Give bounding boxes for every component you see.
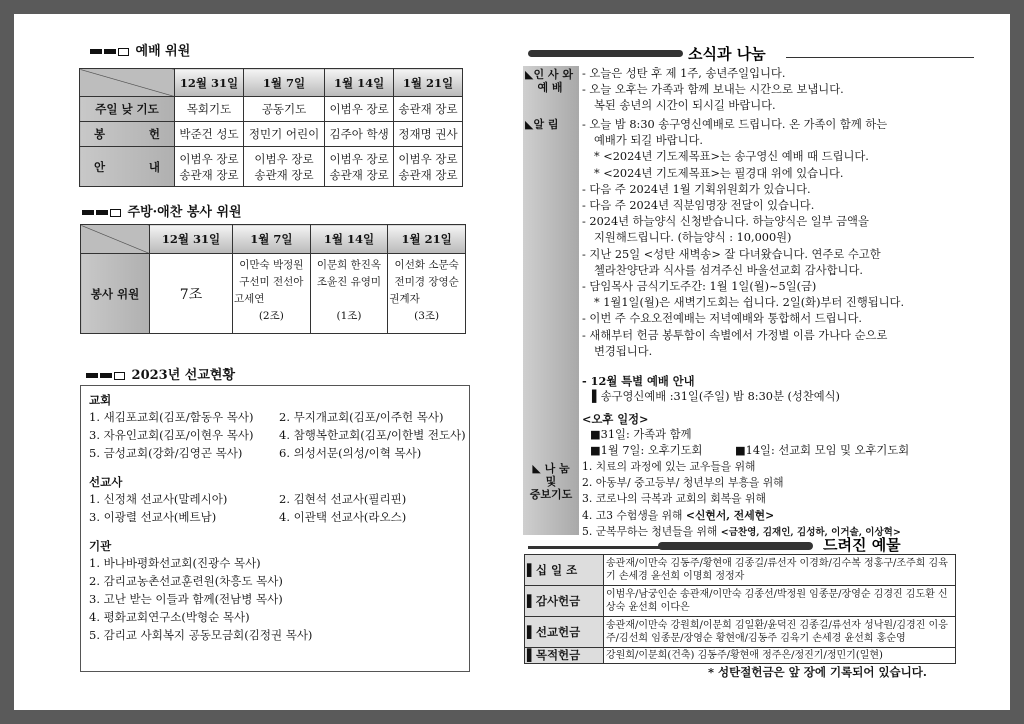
- cell-line: 송관재 장로: [179, 167, 239, 182]
- missionary-item: 1. 신정채 선교사(말레시아): [89, 492, 228, 506]
- afternoon-item: ■14일: 선교회 모임 및 오후기도회: [735, 444, 910, 457]
- org-item: 4. 평화교회연구소(박형순 목사): [89, 610, 250, 624]
- square-bullet-icon: [82, 210, 94, 215]
- org-item: 2. 감리교농촌선교훈련원(차흥도 목사): [89, 574, 283, 588]
- cell-line: 이선화 소문숙: [394, 259, 459, 271]
- label-line: ◣인 사 와: [525, 68, 573, 81]
- church-item: 5. 금성교회(강화/김영곤 목사): [89, 446, 243, 460]
- group-label: (3조): [414, 310, 440, 322]
- news-line: - 다음 주 2024년 직분임명장 전달이 있습니다.: [582, 199, 815, 213]
- afternoon-item: ■31일: 가족과 함께: [590, 428, 692, 441]
- kitchen-committee-table: [80, 224, 466, 334]
- date-header: 1월 21일: [388, 225, 466, 254]
- prayer-item: 3. 코로나의 극복과 교회의 회복을 위해: [582, 492, 766, 506]
- heading-bar: [658, 542, 813, 550]
- prayer-text: 5. 군복무하는 청년들을 위해: [582, 524, 721, 538]
- missionary-item: 2. 김현석 선교사(필리핀): [279, 492, 407, 506]
- offering-footnote: * 성탄절헌금은 앞 장에 기록되어 있습니다.: [708, 665, 927, 679]
- cell-line: 권계자: [389, 293, 420, 305]
- gifts-title: 드려진 예물: [823, 536, 901, 554]
- offering-names: 송관재/이만숙 강원희/이문희 김일환/윤덕진 김종길/류선자 성낙원/김경진 이응주/김선희 임종문/장영순 황현애/김동주 김육기 손세경 윤선희 홍순영: [604, 617, 956, 648]
- mission-status-title: 2023년 선교현황: [131, 368, 236, 383]
- table-cell: 이범우 장로: [325, 97, 394, 122]
- cell-line: 고세연: [234, 293, 265, 305]
- news-line: * <2024년 기도제목표>는 송구영신 예배 때 드립니다.: [594, 150, 869, 164]
- label-welcome: [525, 68, 575, 94]
- church-item: 2. 무지개교회(김포/이주헌 목사): [279, 410, 444, 424]
- prayer-item: 2. 아동부/ 중고등부/ 청년부의 부흥을 위해: [582, 476, 784, 490]
- label-line: 중보기도: [529, 488, 573, 501]
- table-cell: [388, 254, 466, 334]
- cell-line: 송관재 장로: [398, 167, 458, 182]
- label-line: 및: [545, 475, 557, 488]
- prayer-text: 4. 고3 수험생을 위해: [582, 508, 686, 522]
- section-title: 선교사: [89, 475, 123, 489]
- table-cell: 김주아 학생: [325, 122, 394, 147]
- prayer-item: 1. 치료의 과정에 있는 교우들을 위해: [582, 460, 756, 473]
- prayer-names: <금찬영, 김재인, 김성하, 이거솔, 이상혁>: [720, 526, 901, 538]
- kitchen-committee-title: 주방·애찬 봉사 위원: [127, 205, 242, 220]
- gifts-heading: [528, 538, 974, 554]
- cell-line: 전미경 장영순: [394, 276, 459, 288]
- news-line: 복된 송년의 시간이 되시길 바랍니다.: [594, 99, 776, 113]
- table-cell: [175, 147, 244, 187]
- date-header: 1월 7일: [243, 69, 324, 97]
- list-item: [89, 508, 461, 526]
- row-label: 봉 헌: [80, 122, 175, 147]
- square-bullet-icon: [86, 373, 98, 378]
- news-line: - 담임목사 금식기도주간: 1월 1일(월)~5일(금): [582, 280, 817, 294]
- table-corner-cell: [81, 225, 150, 254]
- cell-line: 구선미 전선아: [239, 276, 304, 288]
- hollow-square-icon: [118, 48, 129, 56]
- date-header: 12월 31일: [150, 225, 233, 254]
- table-cell: 박준건 성도: [175, 122, 244, 147]
- prayer-names: <신현서, 전세현>: [685, 508, 775, 522]
- prayer-list: [582, 459, 901, 541]
- square-bullet-icon: [90, 49, 102, 54]
- square-bullet-icon: [96, 210, 108, 215]
- news-line: 변경됩니다.: [594, 344, 653, 358]
- news-line: - 지난 25일 <성탄 새벽송> 잘 다녀왔습니다. 연주로 수고한: [582, 247, 881, 261]
- cell-line: 이범우 장로: [398, 151, 458, 166]
- date-header: 1월 21일: [394, 69, 463, 97]
- cell-line: 이문희 한진옥: [316, 259, 382, 271]
- square-bullet-icon: [100, 373, 112, 378]
- afternoon-schedule-title: <오후 일정>: [582, 412, 649, 426]
- worship-committee-title: 예배 위원: [135, 44, 191, 59]
- table-cell: 정민기 어린이: [243, 122, 324, 147]
- news-line: 지원해드립니다. (하늘양식 : 10,000원): [594, 231, 792, 245]
- list-item: [89, 444, 461, 462]
- cell-line: 이범우 장로: [329, 151, 389, 166]
- table-cell: 정재명 권사: [394, 122, 463, 147]
- heading-rule: [528, 546, 678, 549]
- news-line: - 새해부터 헌금 봉투함이 속별에서 가정별 이름 가나다 순으로: [582, 328, 888, 342]
- org-item: 5. 감리교 사회복지 공동모금회(김정권 목사): [89, 628, 313, 642]
- offering-names: 이범우/남궁인순 송관재/이만숙 김종선/박정원 임종문/장영순 김경진 김도환 신상숙 윤선희 이다은: [604, 586, 956, 617]
- row-label: 안 내: [80, 147, 175, 187]
- section-title: 교회: [89, 393, 112, 407]
- church-item: 1. 새김포교회(김포/함동우 목사): [89, 410, 254, 424]
- list-item: [89, 408, 461, 426]
- cell-line: 이범우 장로: [179, 151, 239, 166]
- welcome-text: [582, 66, 844, 115]
- mission-status-heading: [86, 364, 235, 383]
- list-item: [89, 426, 466, 444]
- row-label: 주일 낮 기도: [80, 97, 175, 122]
- news-title: 소식과 나눔: [688, 45, 766, 63]
- prayer-item: [582, 508, 901, 524]
- news-line: - 다음 주 2024년 1월 기획위원회가 있습니다.: [582, 182, 811, 196]
- cell-line: 이만숙 박정원: [239, 259, 304, 271]
- label-line: ◣ 나 눔: [532, 462, 570, 475]
- offering-label: ▌선교헌금: [525, 617, 604, 648]
- table-cell: [233, 254, 311, 334]
- church-item: 6. 의성서문(의성/이혁 목사): [279, 446, 422, 460]
- news-line: 예배가 되길 바랍니다.: [594, 134, 703, 148]
- offering-label: ▌목적헌금: [525, 648, 604, 664]
- special-service-title: - 12월 특별 예배 안내: [582, 374, 695, 388]
- table-cell: 목회기도: [175, 97, 244, 122]
- church-item: 4. 참행복한교회(김포/이한별 전도사): [279, 428, 466, 442]
- table-cell: [243, 147, 324, 187]
- label-line: ◣알 림: [525, 118, 559, 131]
- table-cell: 공동기도: [243, 97, 324, 122]
- news-line: * 1월1일(월)은 새벽기도회는 쉽니다. 2일(화)부터 진행됩니다.: [594, 296, 905, 310]
- date-header: 1월 14일: [325, 69, 394, 97]
- offerings-table: [524, 554, 956, 664]
- table-cell: [310, 254, 388, 334]
- org-item: 1. 바나바평화선교회(진광수 목사): [89, 556, 261, 570]
- offering-names: 송관재/이만숙 김동주/황현애 김종길/류선자 이경화/김수복 정홍구/조주희 김육기 손세경 윤선희 이명희 정정자: [604, 555, 956, 586]
- hollow-square-icon: [110, 209, 121, 217]
- date-header: 1월 14일: [310, 225, 388, 254]
- afternoon-item: ■1월 7일: 오후기도회: [590, 444, 703, 457]
- table-corner-cell: [80, 69, 175, 97]
- news-line: - 오늘 밤 8:30 송구영신예배로 드립니다. 온 가족이 함께 하는: [582, 118, 888, 131]
- special-service-item: ▌송구영신예배 :31일(주일) 밤 8:30분 (성찬예식): [592, 390, 840, 403]
- section-title: 기관: [89, 539, 112, 553]
- label-notice: [525, 118, 559, 131]
- offering-label: ▌감사헌금: [525, 586, 604, 617]
- church-item: 3. 자유인교회(김포/이현우 목사): [89, 428, 254, 442]
- hollow-square-icon: [114, 372, 125, 380]
- offering-label: ▌십 일 조: [525, 555, 604, 586]
- group-label: (2조): [258, 310, 284, 322]
- cell-line: 이범우 장로: [254, 151, 314, 166]
- worship-committee-table: [79, 68, 463, 187]
- news-line: - 이번 주 수요오전예배는 저녁예배와 통합해서 드립니다.: [582, 312, 862, 326]
- table-cell: 송관재 장로: [394, 97, 463, 122]
- offering-names: 강원희/이문희(건축) 김동주/황현애 정주은/정진기/정민기(일현): [604, 648, 956, 664]
- org-item: 3. 고난 받는 이들과 함께(전남병 목사): [89, 592, 283, 606]
- heading-rule: [786, 57, 974, 58]
- cell-line: 송관재 장로: [254, 167, 314, 182]
- heading-bar: [528, 50, 683, 57]
- worship-committee-heading: [90, 40, 190, 59]
- mission-status-box: [80, 385, 470, 672]
- label-prayer: [525, 462, 577, 501]
- missionary-item: 3. 이광렬 선교사(베트남): [89, 510, 217, 524]
- news-line: - 2024년 하늘양식 신청받습니다. 하늘양식은 일부 금액을: [582, 215, 869, 229]
- table-cell: [394, 147, 463, 187]
- date-header: 1월 7일: [233, 225, 311, 254]
- table-cell: 7조: [150, 254, 233, 334]
- notice-text: [582, 117, 904, 360]
- cell-line: 송관재 장로: [329, 167, 389, 182]
- kitchen-committee-heading: [82, 201, 242, 220]
- table-cell: [325, 147, 394, 187]
- cell-line: 조윤진 유영미: [316, 276, 382, 288]
- row-label: 봉사 위원: [81, 254, 150, 334]
- missionary-item: 4. 이관택 선교사(라오스): [279, 510, 407, 524]
- label-line: 예 배: [537, 81, 563, 94]
- list-item: [89, 490, 461, 508]
- news-line: 첼라찬양단과 식사를 섬겨주신 바울선교회 감사합니다.: [594, 263, 863, 277]
- news-heading: [528, 46, 974, 62]
- date-header: 12월 31일: [175, 69, 244, 97]
- group-label: (1조): [336, 310, 362, 322]
- news-line: - 오늘은 성탄 후 제 1주, 송년주일입니다.: [582, 67, 786, 80]
- news-line: * <2024년 기도제목표>는 필경대 위에 있습니다.: [594, 166, 844, 180]
- square-bullet-icon: [104, 49, 116, 54]
- news-line: - 오늘 오후는 가족과 함께 보내는 시간으로 보냅니다.: [582, 83, 844, 97]
